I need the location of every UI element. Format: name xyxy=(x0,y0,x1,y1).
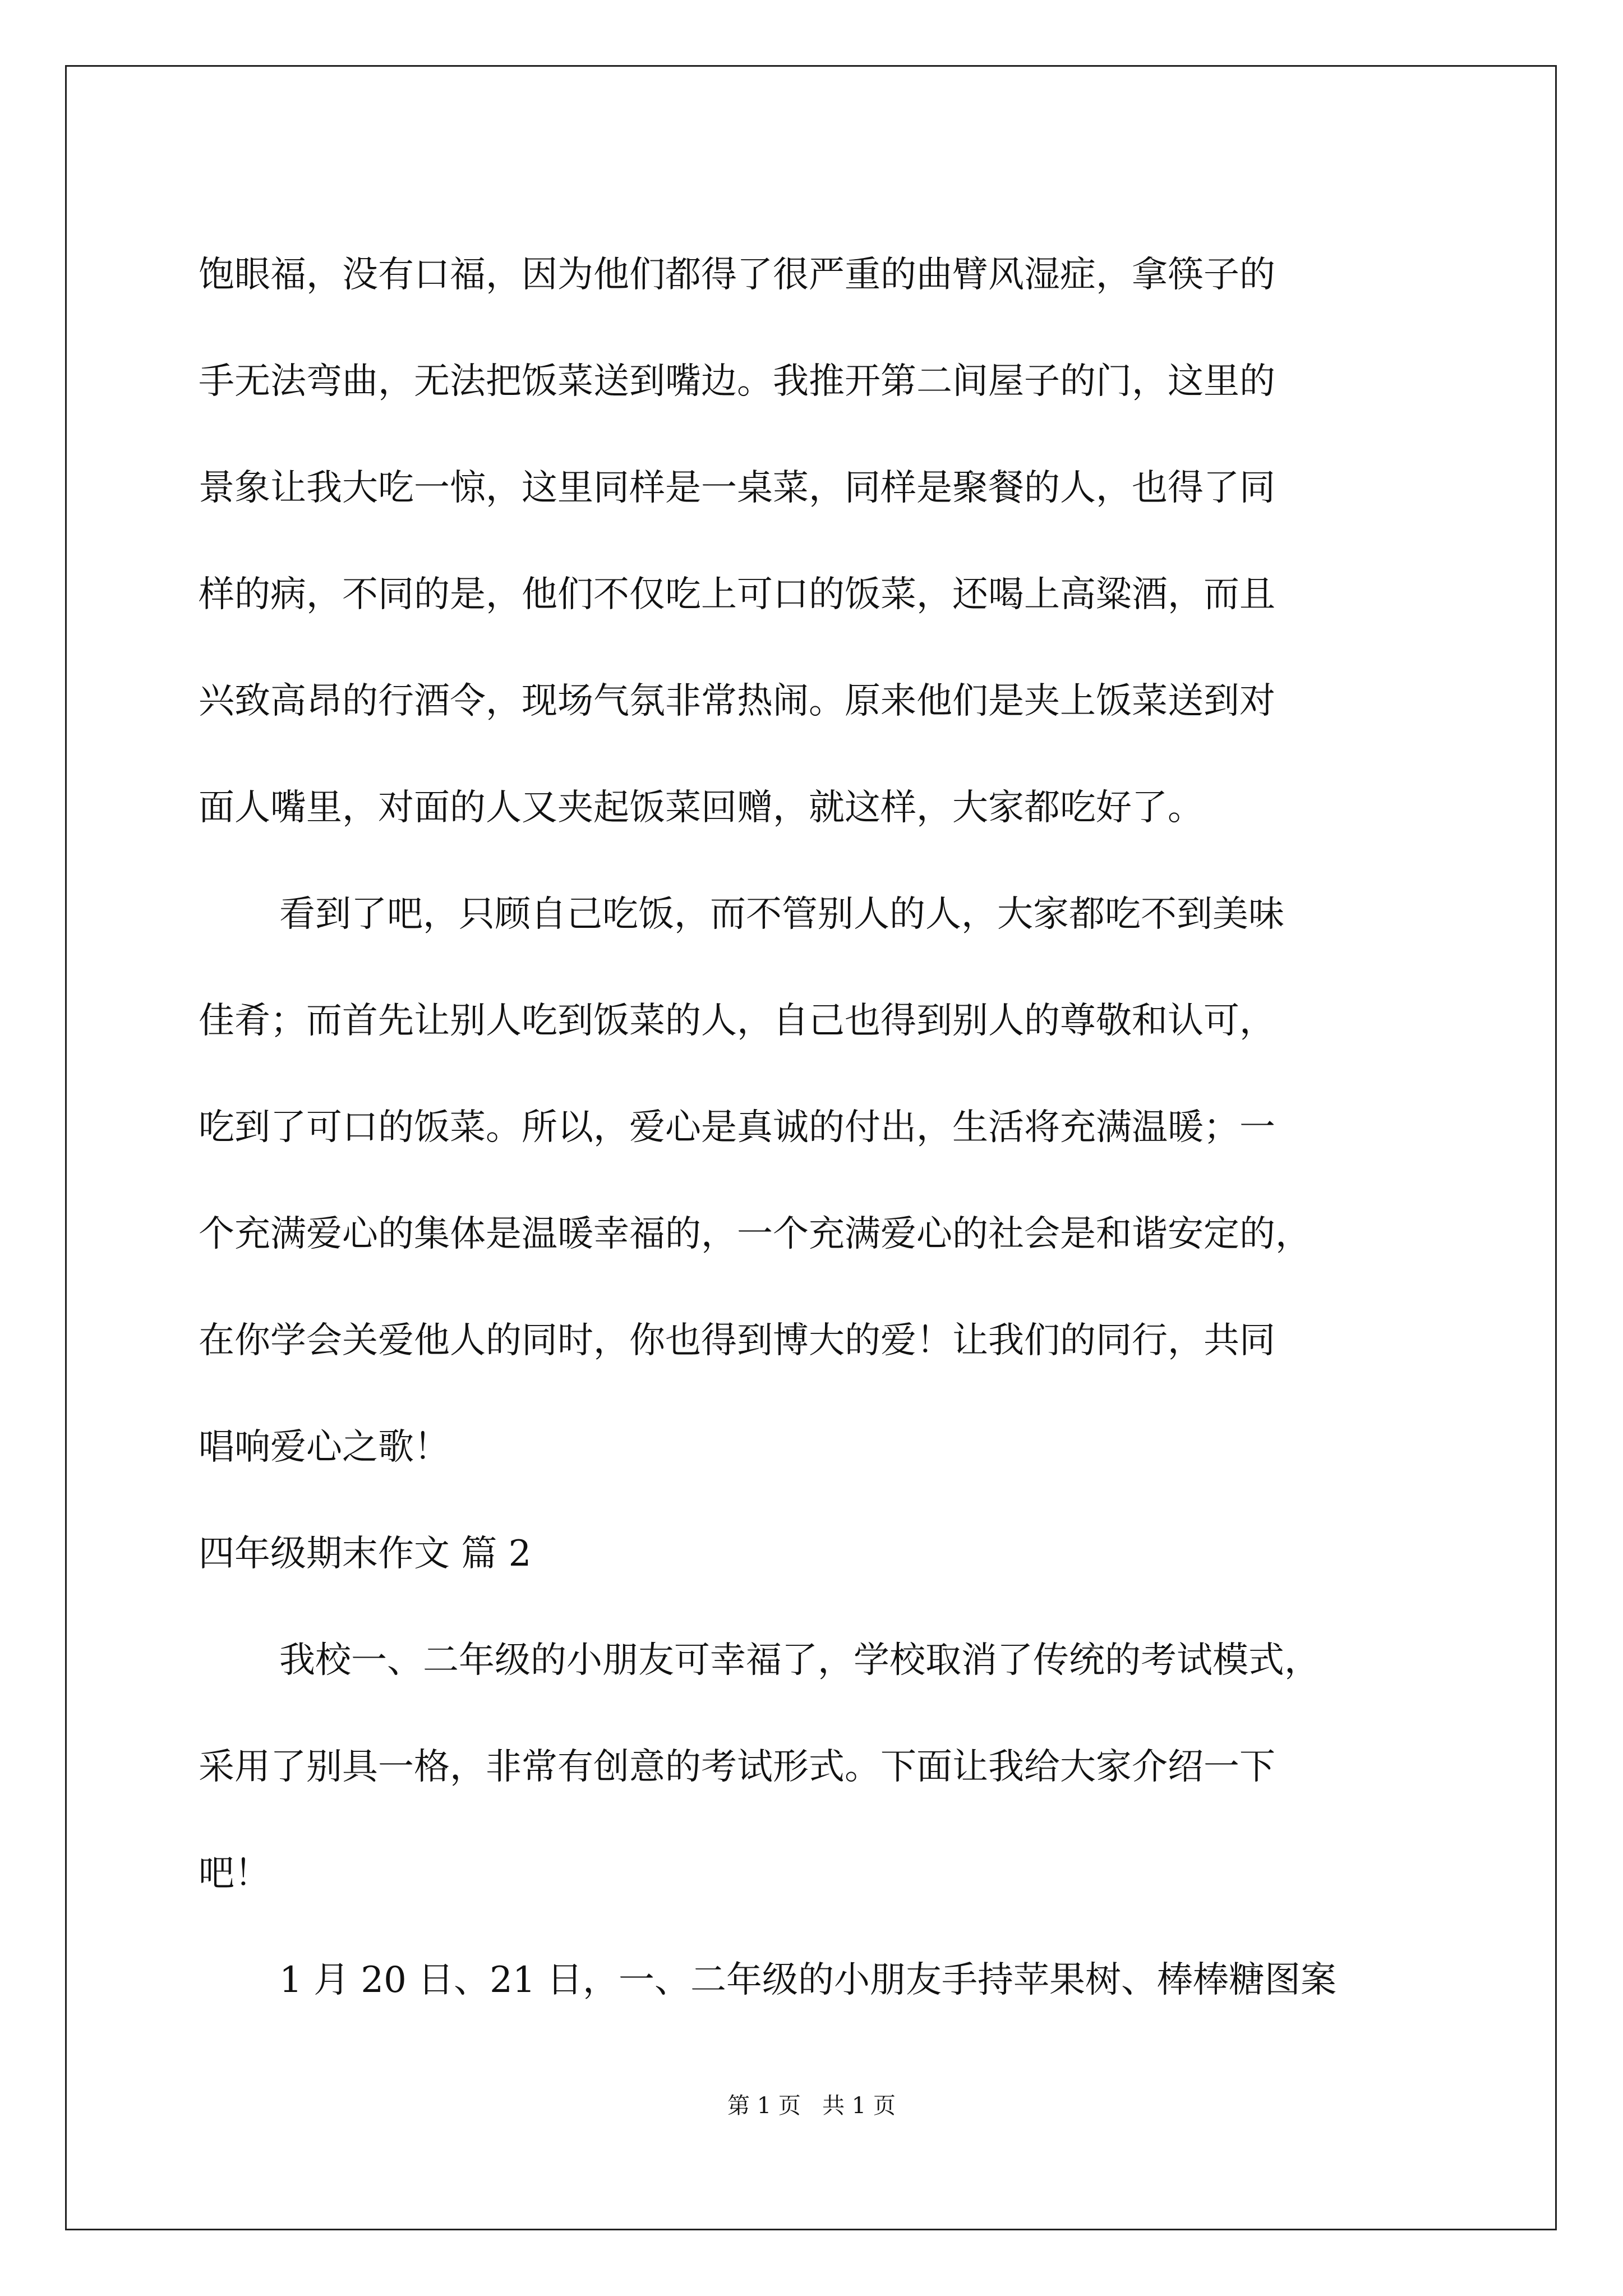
text-line: 在你学会关爱他人的同时，你也得到博大的爱！让我们的同行，共同 xyxy=(199,1320,1275,1361)
text-line: 我校一、二年级的小朋友可幸福了，学校取消了传统的考试模式， xyxy=(279,1640,1320,1681)
text-line: 面人嘴里，对面的人又夹起饭菜回赠，就这样，大家都吃好了。 xyxy=(199,787,1204,829)
text-line: 手无法弯曲，无法把饭菜送到嘴边。我推开第二间屋子的门，这里的 xyxy=(199,361,1275,402)
text-line: 吧！ xyxy=(199,1853,270,1894)
text-line: 饱眼福，没有口福，因为他们都得了很严重的曲臂风湿症，拿筷子的 xyxy=(199,254,1275,296)
document-body xyxy=(199,222,1438,2033)
text-line: 兴致高昂的行酒令，现场气氛非常热闹。原来他们是夹上饭菜送到对 xyxy=(199,680,1275,722)
text-line: 样的病，不同的是，他们不仅吃上可口的饭菜，还喝上高粱酒，而且 xyxy=(199,574,1275,615)
text-line: 吃到了可口的饭菜。所以，爱心是真诚的付出，生活将充满温暖；一 xyxy=(199,1107,1275,1148)
text-line: 看到了吧，只顾自己吃饭，而不管别人的人，大家都吃不到美味 xyxy=(279,894,1284,935)
text-line: 景象让我大吃一惊，这里同样是一桌菜，同样是聚餐的人，也得了同 xyxy=(199,467,1275,509)
text-line: 佳肴；而首先让别人吃到饭菜的人，自己也得到别人的尊敬和认可， xyxy=(199,1000,1275,1042)
text-line: 唱响爱心之歌！ xyxy=(199,1427,450,1468)
text-line: 采用了别具一格，非常有创意的考试形式。下面让我给大家介绍一下 xyxy=(199,1746,1275,1788)
section-heading: 四年级期末作文 篇 2 xyxy=(199,1533,532,1575)
page-footer: 第 1 页 共 1 页 xyxy=(727,2093,896,2119)
text-line: 个充满爱心的集体是温暖幸福的，一个充满爱心的社会是和谐安定的， xyxy=(199,1213,1311,1255)
text-line: 1 月 20 日、21 日，一、二年级的小朋友手持苹果树、棒棒糖图案 xyxy=(279,1959,1336,2001)
